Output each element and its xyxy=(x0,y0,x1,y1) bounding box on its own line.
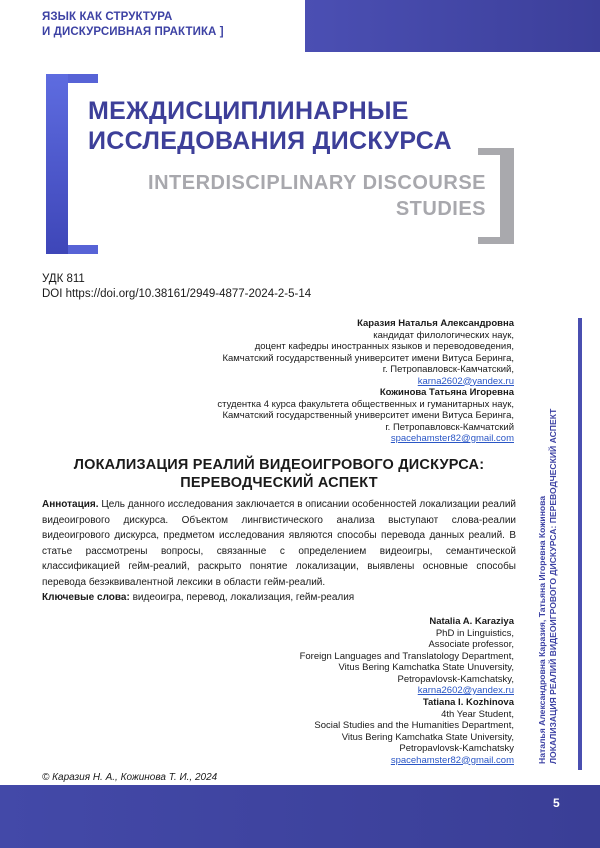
doi-link[interactable]: DOI https://doi.org/10.38161/2949-4877-2024-2-5-14 xyxy=(42,287,311,301)
author-ru-2 xyxy=(217,387,514,445)
author-ru-1 xyxy=(222,318,514,387)
author-line: Vitus Bering Kamchatka State University, xyxy=(314,732,514,744)
side-running-article: ЛОКАЛИЗАЦИЯ РЕАЛИЙ ВИДЕОИГРОВОГО ДИСКУРСА: ПЕРЕВОДЧЕСКИЙ АСПЕКТ xyxy=(548,324,559,764)
header-band-right xyxy=(305,0,600,52)
author-name: Кожинова Татьяна Игоревна xyxy=(217,387,514,399)
keywords xyxy=(42,591,516,605)
side-running-authors: Наталья Александровна Каразия, Татьяна Игоревна Кожинова xyxy=(537,324,548,764)
author-email-link[interactable]: karna2602@yandex.ru xyxy=(222,376,514,388)
author-line: PhD in Linguistics, xyxy=(300,628,514,640)
author-line: Камчатский государственный университет имени Витуса Беринга, xyxy=(222,353,514,365)
article-title-line1: ЛОКАЛИЗАЦИЯ РЕАЛИЙ ВИДЕОИГРОВОГО ДИСКУРСА: xyxy=(42,456,516,474)
author-line: Камчатский государственный университет имени Витуса Беринга, xyxy=(217,410,514,422)
author-line: студентка 4 курса факультета общественных и гуманитарных наук, xyxy=(217,399,514,411)
author-line: 4th Year Student, xyxy=(314,709,514,721)
author-line: Vitus Bering Kamchatka State Unuversity, xyxy=(300,662,514,674)
side-rule xyxy=(578,318,582,770)
author-email-link[interactable]: spacehamster82@gmail.com xyxy=(314,755,514,767)
journal-title-en-line2: STUDIES xyxy=(120,196,486,222)
author-line: г. Петропавловск-Камчатский, xyxy=(222,364,514,376)
author-name: Tatiana I. Kozhinova xyxy=(314,697,514,709)
author-email-link[interactable]: karna2602@yandex.ru xyxy=(300,685,514,697)
udk-code: УДК 811 xyxy=(42,272,85,286)
author-line: Associate professor, xyxy=(300,639,514,651)
section-tag xyxy=(42,10,224,40)
author-en-2 xyxy=(314,697,514,766)
copyright: © Каразия Н. А., Кожинова Т. И., 2024 xyxy=(42,771,217,785)
logo-left-bracket-bar xyxy=(46,74,68,254)
journal-title-ru xyxy=(88,96,452,156)
author-name: Каразия Наталья Александровна xyxy=(222,318,514,330)
section-tag-line2: И ДИСКУРСИВНАЯ ПРАКТИКА ] xyxy=(42,25,224,40)
author-line: доцент кафедры иностранных языков и переводоведения, xyxy=(222,341,514,353)
keywords-label: Ключевые слова: xyxy=(42,592,130,603)
journal-title-en xyxy=(120,170,486,222)
author-name: Natalia A. Karaziya xyxy=(300,616,514,628)
author-line: Petropavlovsk-Kamchatsky xyxy=(314,743,514,755)
article-title xyxy=(42,456,516,492)
side-running-title xyxy=(537,324,559,764)
journal-title-ru-line1: МЕЖДИСЦИПЛИНАРНЫЕ xyxy=(88,96,452,126)
author-line: Petropavlovsk-Kamchatsky, xyxy=(300,674,514,686)
page-number: 5 xyxy=(553,796,560,810)
section-tag-line1: ЯЗЫК КАК СТРУКТУРА xyxy=(42,10,224,25)
author-email-link[interactable]: spacehamster82@gmail.com xyxy=(217,433,514,445)
journal-title-ru-line2: ИССЛЕДОВАНИЯ ДИСКУРСА xyxy=(88,126,452,156)
keywords-text: видеоигра, перевод, локализация, гейм-реалия xyxy=(133,592,355,603)
author-en-1 xyxy=(300,616,514,697)
footer-band xyxy=(0,785,600,848)
author-line: кандидат филологических наук, xyxy=(222,330,514,342)
author-line: г. Петропавловск-Камчатский xyxy=(217,422,514,434)
abstract xyxy=(42,497,516,590)
abstract-text: Цель данного исследования заключается в описании особенностей локализации реалий видеоигрового дискурса. Объектом лингвистического анализа выступают слова-реалии видеоигрового дискурса, предметом исследования являются способы перевода данных реалий. В статье рассмотрены вопросы, связанные с определением видеоигры, семантической классификацией гейм-реалий, раскрыто понятие локализации, выявлены основные способы перевода безэквивалентной лексики в области гейм-реалий. xyxy=(42,499,516,588)
author-line: Social Studies and the Humanities Department, xyxy=(314,720,514,732)
abstract-label: Аннотация. xyxy=(42,499,99,510)
journal-title-en-line1: INTERDISCIPLINARY DISCOURSE xyxy=(120,170,486,196)
article-title-line2: ПЕРЕВОДЧЕСКИЙ АСПЕКТ xyxy=(42,474,516,492)
author-line: Foreign Languages and Translatology Department, xyxy=(300,651,514,663)
